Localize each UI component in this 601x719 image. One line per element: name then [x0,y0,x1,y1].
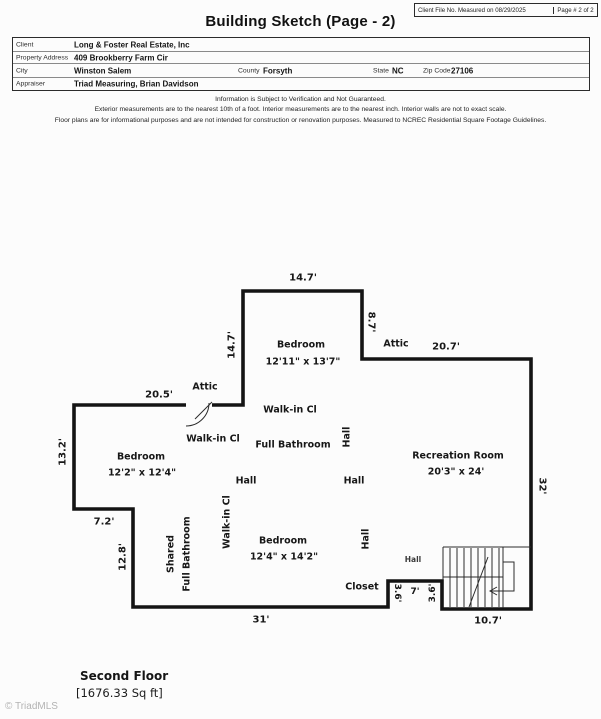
city-label: City [16,67,28,74]
room-label-hall-right: Hall [343,475,365,487]
address-label: Property Address [16,54,69,61]
room-label-bedroom-1: Bedroom [276,339,326,351]
dim-notch-right: 3.6' [428,583,438,603]
dim-attic-run: 20.7' [432,341,460,353]
client-label: Client [16,41,34,48]
client-value: Long & Foster Real Estate, Inc [74,40,190,49]
room-label-walkin-vert: Walk-in Cl [221,495,233,549]
room-label-bedroom-3: Bedroom [258,535,308,547]
floor-name: Second Floor [80,669,169,683]
room-size-bedroom-3: 12'4" x 14'2" [249,551,319,563]
dim-left-lower: 12.8' [117,543,129,571]
disclaimer-line-2: Exterior measurements are to the nearest 10th of a foot. Interior measurements are to the nearest inch. Interior walls are not to exact scale. [94,106,507,114]
dim-attic-left-run: 20.5' [145,389,173,401]
room-label-shared-1: Shared [165,535,177,573]
room-label-shared-2: Full Bathroom [181,516,193,592]
zip-value: 27106 [451,66,474,75]
room-label-attic-right: Attic [383,338,409,350]
dim-stairs: 10.7' [474,615,502,627]
disclaimer-line-1: Information is Subject to Verification and Not Guaranteed. [215,96,386,103]
room-label-hall-stairs: Hall [404,554,422,564]
room-label-hall-upper-vert: Hall [341,426,353,448]
dim-notch-mid: 7' [410,587,420,597]
dim-left-mid: 13.2' [57,438,69,466]
room-size-bedroom-2: 12'2" x 12'4" [107,467,177,479]
county-value: Forsyth [263,66,293,75]
appraiser-value: Triad Measuring, Brian Davidson [74,79,199,89]
client-file-no: Client File No. Measured on 08/29/2025 [415,7,554,14]
dim-bottom: 31' [252,614,270,626]
zip-label: Zip Code [423,67,451,74]
dim-right: 32' [536,477,548,495]
room-label-recreation: Recreation Room [412,450,504,462]
page-number: Page # 2 of 2 [557,6,594,14]
state-value: NC [392,66,404,75]
state-label: State [373,67,389,74]
room-size-bedroom-1: 12'11" x 13'7" [265,356,341,368]
room-label-bedroom-2: Bedroom [116,451,166,463]
county-label: County [238,67,260,74]
triadmls-watermark: © TriadMLS [5,701,58,712]
door-swing-icon [186,402,212,426]
appraiser-label: Appraiser [16,80,46,88]
room-label-walkin-top: Walk-in Cl [263,404,317,416]
dim-right-step: 8.7' [365,311,377,333]
disclaimer-line-3: Floor plans are for informational purposes and are not intended for construction or renovation purposes. Measured to NCREC Residential Square Footage Guidelines. [54,116,547,124]
floor-area: [1676.33 Sq ft] [76,686,163,700]
room-label-full-bathroom: Full Bathroom [255,439,331,451]
room-size-recreation: 20'3" x 24' [427,466,485,478]
room-label-walkin-mid: Walk-in Cl [186,433,240,445]
address-value: 409 Brookberry Farm Cir [74,53,168,62]
room-label-attic-left: Attic [192,381,218,393]
dim-top: 14.7' [289,272,317,284]
dim-notch-left: 3.6' [392,583,402,603]
city-value: Winston Salem [74,66,132,75]
staircase-icon [443,547,531,608]
dim-jog: 7.2' [93,516,115,528]
dim-left-upper: 14.7' [226,331,238,359]
room-label-hall-lower-vert: Hall [360,528,372,550]
room-label-hall-center: Hall [235,475,257,487]
room-label-closet: Closet [345,581,379,593]
page-title: Building Sketch (Page - 2) [205,13,396,30]
